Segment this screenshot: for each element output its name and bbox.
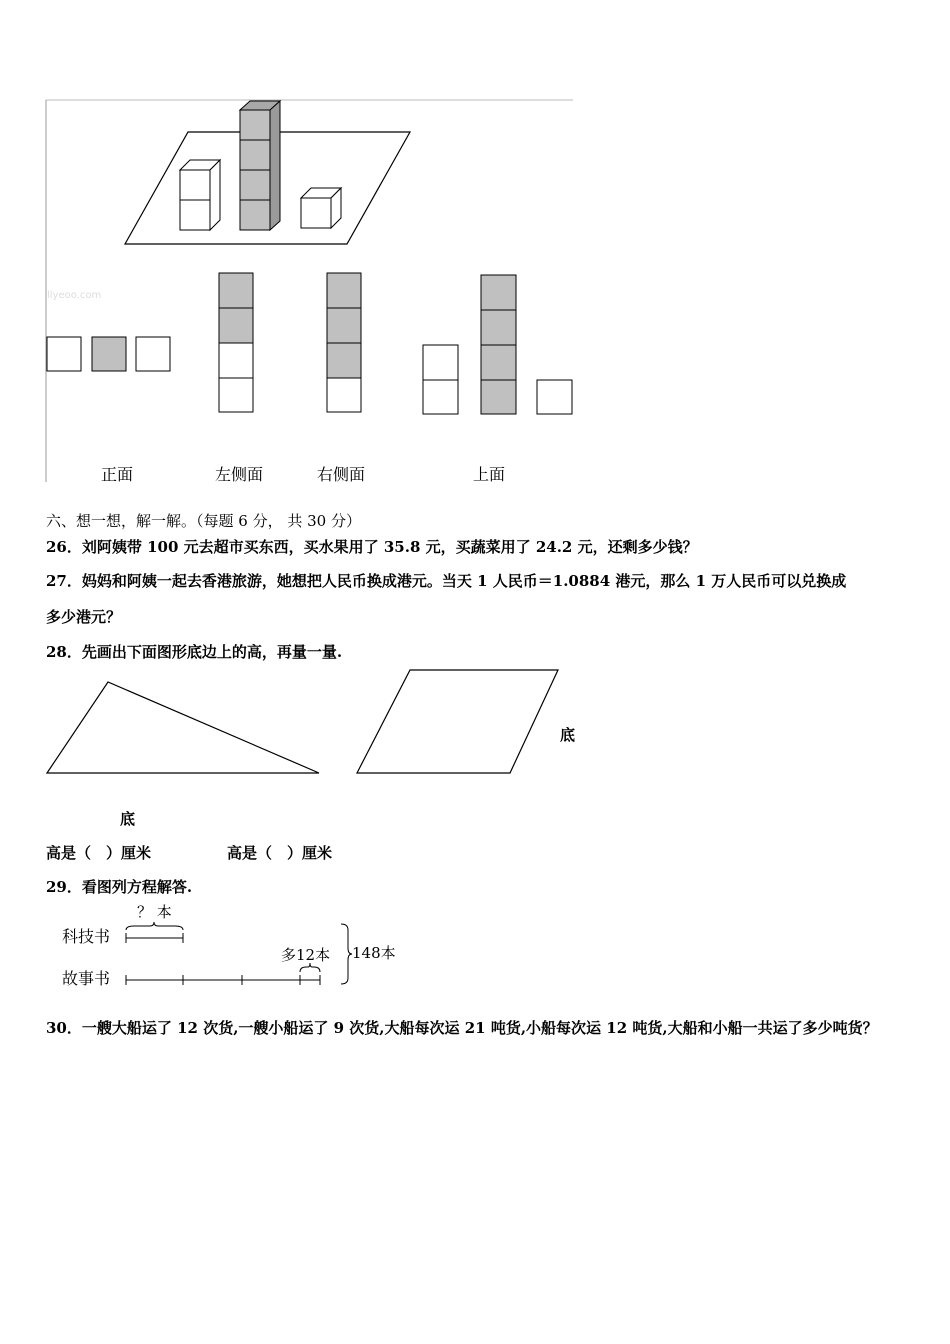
question-26: 26．刘阿姨带 100 元去超市买东西，买水果用了 35.8 元，买蔬菜用了 24.2 元，还剩多少钱？ [46, 538, 698, 556]
row1-brace-label: ？ 本 [137, 903, 172, 921]
section-heading: 六、想一想，解一解。（每题 6 分， 共 30 分） [46, 512, 361, 530]
question-29: 29．看图列方程解答. [46, 878, 193, 896]
row1-label: 科技书 [62, 927, 111, 946]
answer-height-triangle: 高是（ ）厘米 [46, 844, 152, 862]
answer-height-parallelogram: 高是（ ）厘米 [227, 844, 333, 862]
top-view-drawing [422, 274, 582, 419]
segment-lines [46, 900, 426, 995]
middle-stack-cubes [240, 101, 280, 230]
triangle-base-label: 底 [120, 810, 136, 828]
top-view-label: 上面 [473, 465, 506, 484]
row2-label: 故事书 [62, 969, 111, 988]
triangle-figure [44, 676, 334, 786]
segment-diagram [46, 900, 426, 995]
front-view-label: 正面 [101, 465, 134, 484]
front-view-drawing [46, 336, 186, 396]
watermark: llyeoo.com [47, 290, 102, 301]
row2-brace-label: 多12本 [281, 946, 331, 964]
parallelogram-figure [354, 666, 574, 776]
question-28: 28．先画出下面图形底边上的高，再量一量. [46, 643, 343, 661]
left-view-label: 左侧面 [215, 465, 264, 484]
right-side-view-drawing [326, 272, 366, 414]
question-27-line1: 27．妈妈和阿姨一起去香港旅游，她想把人民币换成港元。当天 1 人民币＝1.0884 港元，那么 1 万人民币可以兑换成 [46, 572, 847, 590]
left-side-view-drawing [218, 272, 258, 414]
total-label: 148本 [352, 944, 396, 962]
cube-arrangement-3d [0, 0, 600, 260]
question-30: 30．一艘大船运了 12 次货,一艘小船运了 9 次货,大船每次运 21 吨货,小船每次运 12 吨货,大船和小船一共运了多少吨货？ [46, 1019, 878, 1037]
question-27-line2: 多少港元？ [46, 608, 122, 626]
parallelogram-base-label: 底 [560, 726, 576, 744]
left-stack-cubes [180, 160, 220, 230]
cube-figure [0, 0, 600, 500]
right-view-label: 右侧面 [317, 465, 366, 484]
right-single-cube [301, 188, 341, 228]
